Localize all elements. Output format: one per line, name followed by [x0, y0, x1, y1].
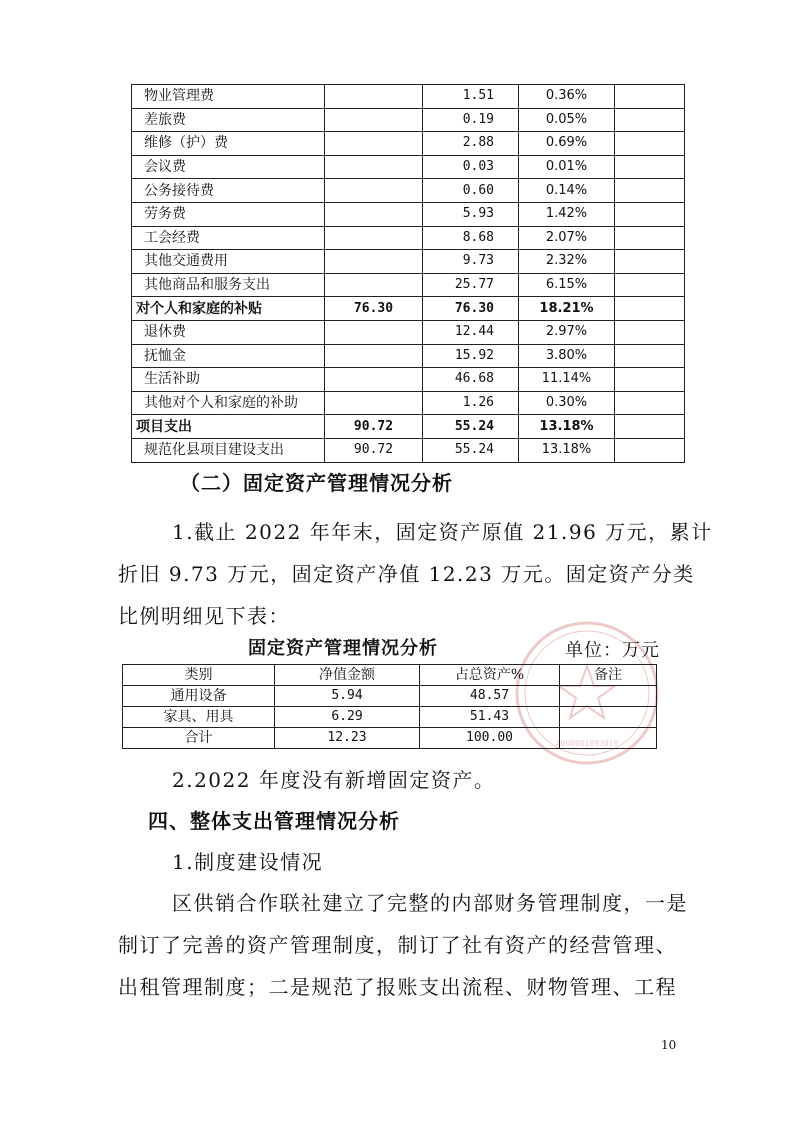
cell-item-name: 规范化县项目建设支出: [132, 438, 325, 462]
cell-budget: [325, 202, 423, 226]
cell-budget: [325, 179, 423, 203]
paragraph-line: 2.2022 年度没有新增固定资产。: [172, 768, 496, 792]
cell-note: [615, 273, 685, 297]
header-percent: 占总资产%: [420, 665, 560, 686]
svg-text:4000001093010: 4000001093010: [555, 739, 619, 748]
cell-actual: 0.03: [423, 155, 519, 179]
cell-budget: [325, 155, 423, 179]
table-row: [132, 250, 685, 274]
cell-budget: [325, 344, 423, 368]
cell-item-name: 公务接待费: [132, 179, 325, 203]
cell-actual: 0.60: [423, 179, 519, 203]
cell-note: [560, 686, 657, 707]
cell-note: [615, 85, 685, 109]
cell-note: [560, 707, 657, 728]
cell-percent: 48.57: [420, 686, 560, 707]
cell-actual: 9.73: [423, 250, 519, 274]
cell-actual: 55.24: [423, 438, 519, 462]
table-row: [132, 155, 685, 179]
cell-actual: 1.51: [423, 85, 519, 109]
section-heading-overall-expenditure: 四、整体支出管理情况分析: [148, 809, 400, 833]
cell-budget: [325, 320, 423, 344]
cell-budget: [325, 250, 423, 274]
paragraph-line: 区供销合作联社建立了完整的内部财务管理制度，一是: [172, 891, 688, 915]
header-note: 备注: [560, 665, 657, 686]
cell-item-name: 其他商品和服务支出: [132, 273, 325, 297]
table-row: [132, 85, 685, 109]
paragraph-line: 折旧 9.73 万元，固定资产净值 12.23 万元。固定资产分类: [118, 562, 695, 586]
cell-note: [615, 179, 685, 203]
table-row: [132, 368, 685, 392]
cell-item-name: 退休费: [132, 320, 325, 344]
cell-percent: 0.36%: [519, 85, 615, 109]
cell-percent: 0.01%: [519, 155, 615, 179]
cell-value: 6.29: [275, 707, 420, 728]
cell-note: [615, 250, 685, 274]
cell-budget: [325, 132, 423, 156]
table-row: [132, 226, 685, 250]
cell-budget: 76.30: [325, 297, 423, 321]
table-row: [132, 438, 685, 462]
fixed-assets-table: [122, 664, 657, 749]
cell-budget: [325, 391, 423, 415]
header-net-value: 净值金额: [275, 665, 420, 686]
cell-actual: 1.26: [423, 391, 519, 415]
cell-value: 5.94: [275, 686, 420, 707]
table-row: [132, 297, 685, 321]
page-number: 10: [661, 1038, 677, 1052]
cell-actual: 8.68: [423, 226, 519, 250]
table-header-row: [123, 665, 657, 686]
cell-note: [615, 202, 685, 226]
cell-note: [615, 344, 685, 368]
expense-table-body: [132, 85, 685, 463]
cell-budget: [325, 108, 423, 132]
cell-actual: 25.77: [423, 273, 519, 297]
cell-percent: 2.07%: [519, 226, 615, 250]
table-row: [132, 391, 685, 415]
cell-note: [615, 108, 685, 132]
cell-item-name: 生活补助: [132, 368, 325, 392]
cell-note: [615, 438, 685, 462]
cell-item-name: 其他交通费用: [132, 250, 325, 274]
table-row: [132, 108, 685, 132]
table-row: [132, 320, 685, 344]
cell-note: [615, 320, 685, 344]
fixed-assets-table-unit: 单位：万元: [565, 640, 660, 661]
cell-category: 通用设备: [123, 686, 275, 707]
paragraph-line: 制订了完善的资产管理制度，制订了社有资产的经营管理、: [118, 933, 677, 957]
table-row: [132, 179, 685, 203]
cell-budget: 90.72: [325, 415, 423, 439]
cell-actual: 0.19: [423, 108, 519, 132]
fixed-assets-table-title: 固定资产管理情况分析: [248, 638, 438, 659]
table-row: [132, 132, 685, 156]
table-row: [123, 728, 657, 749]
cell-note: [615, 415, 685, 439]
cell-actual: 55.24: [423, 415, 519, 439]
subheading-system-construction: 1.制度建设情况: [172, 850, 324, 874]
cell-percent: 2.97%: [519, 320, 615, 344]
cell-item-name: 维修（护）费: [132, 132, 325, 156]
cell-percent: 3.80%: [519, 344, 615, 368]
cell-percent: 13.18%: [519, 438, 615, 462]
cell-actual: 2.88: [423, 132, 519, 156]
cell-note: [615, 391, 685, 415]
cell-note: [615, 132, 685, 156]
table-row: [132, 344, 685, 368]
table-row: [132, 202, 685, 226]
cell-percent: 2.32%: [519, 250, 615, 274]
cell-note: [615, 226, 685, 250]
cell-note: [615, 297, 685, 321]
cell-budget: [325, 273, 423, 297]
cell-percent: 13.18%: [519, 415, 615, 439]
cell-note: [615, 368, 685, 392]
cell-percent: 100.00: [420, 728, 560, 749]
paragraph-line: 比例明细见下表：: [118, 604, 290, 628]
cell-percent: 0.14%: [519, 179, 615, 203]
cell-actual: 12.44: [423, 320, 519, 344]
cell-percent: 6.15%: [519, 273, 615, 297]
table-row: [123, 686, 657, 707]
cell-item-name: 劳务费: [132, 202, 325, 226]
cell-item-name: 其他对个人和家庭的补助: [132, 391, 325, 415]
table-row: [123, 707, 657, 728]
cell-actual: 76.30: [423, 297, 519, 321]
cell-item-name: 工会经费: [132, 226, 325, 250]
cell-percent: 0.69%: [519, 132, 615, 156]
cell-item-name: 物业管理费: [132, 85, 325, 109]
cell-item-name: 差旅费: [132, 108, 325, 132]
table-row: [132, 273, 685, 297]
cell-item-name: 项目支出: [132, 415, 325, 439]
paragraph-line: 1.截止 2022 年年末，固定资产原值 21.96 万元，累计: [172, 520, 713, 544]
cell-percent: 1.42%: [519, 202, 615, 226]
cell-note: [560, 728, 657, 749]
cell-budget: [325, 226, 423, 250]
cell-category: 合计: [123, 728, 275, 749]
cell-percent: 18.21%: [519, 297, 615, 321]
cell-percent: 11.14%: [519, 368, 615, 392]
cell-percent: 0.30%: [519, 391, 615, 415]
cell-item-name: 对个人和家庭的补贴: [132, 297, 325, 321]
section-heading-fixed-assets: （二）固定资产管理情况分析: [180, 471, 453, 495]
paragraph-line: 出租管理制度；二是规范了报账支出流程、财物管理、工程: [118, 975, 677, 999]
table-row: [132, 415, 685, 439]
header-category: 类别: [123, 665, 275, 686]
cell-budget: 90.72: [325, 438, 423, 462]
cell-category: 家具、用具: [123, 707, 275, 728]
cell-item-name: 会议费: [132, 155, 325, 179]
cell-budget: [325, 368, 423, 392]
cell-percent: 0.05%: [519, 108, 615, 132]
cell-actual: 46.68: [423, 368, 519, 392]
cell-note: [615, 155, 685, 179]
cell-budget: [325, 85, 423, 109]
cell-actual: 5.93: [423, 202, 519, 226]
cell-percent: 51.43: [420, 707, 560, 728]
expense-table: [131, 84, 685, 463]
cell-actual: 15.92: [423, 344, 519, 368]
cell-item-name: 抚恤金: [132, 344, 325, 368]
cell-value: 12.23: [275, 728, 420, 749]
